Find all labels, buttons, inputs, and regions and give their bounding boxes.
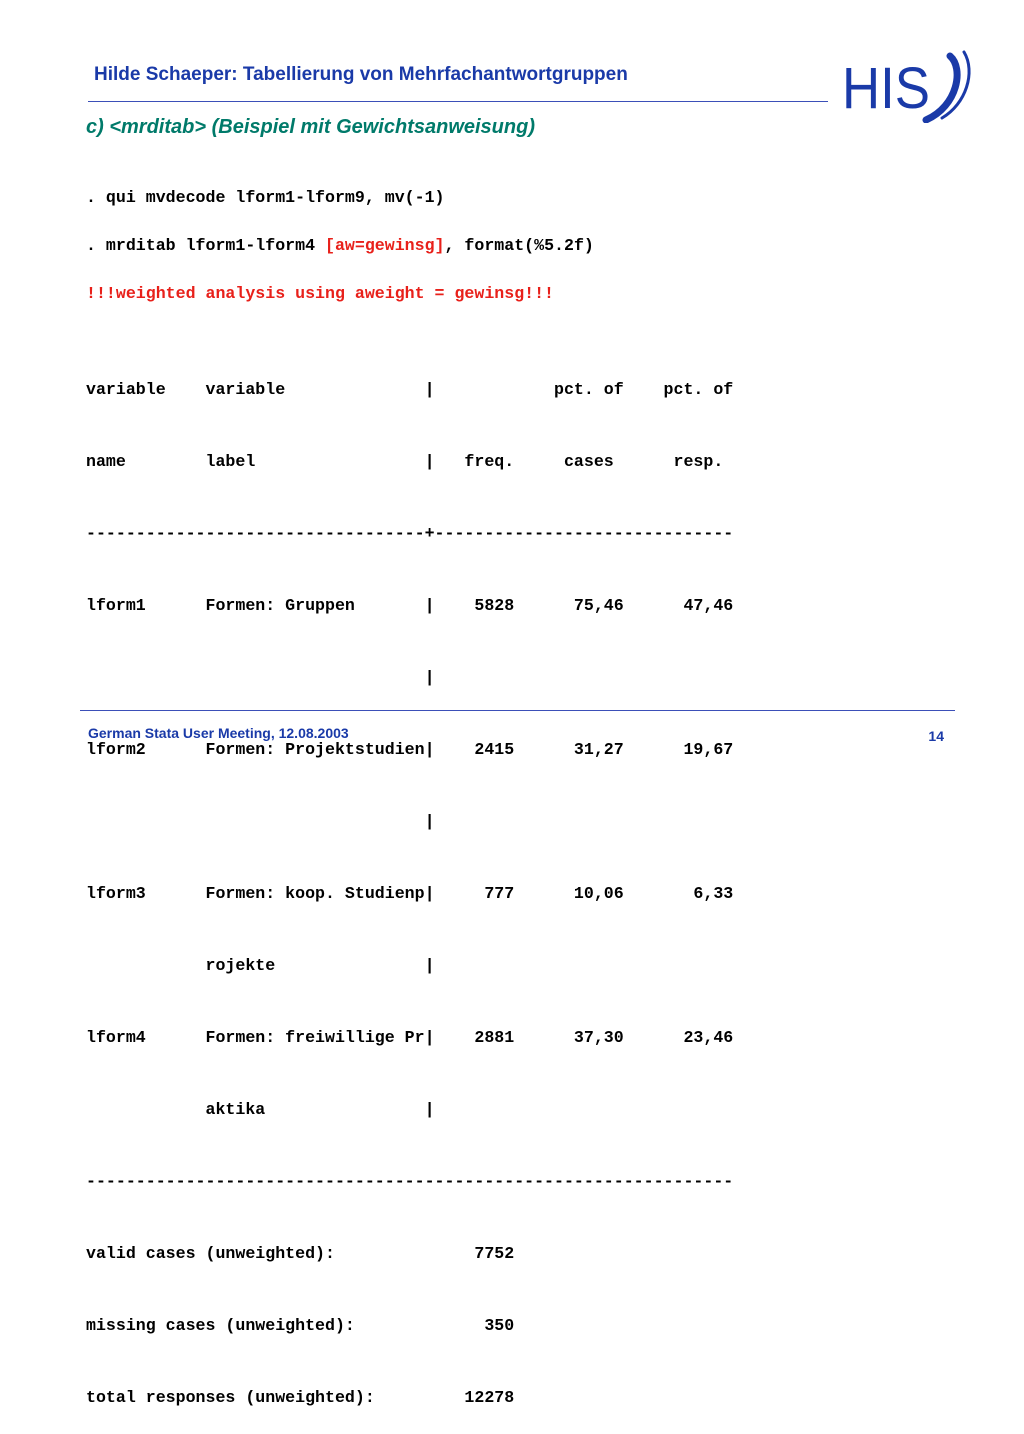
slide-subtitle: c) <mrditab> (Beispiel mit Gewichtsanweisung) [86,116,535,138]
footer-event: German Stata User Meeting, 12.08.2003 [88,725,349,741]
table-row: lform2 Formen: Projektstudien| 2415 31,27 19,67 [86,740,734,759]
command-mrditab-prefix: . mrditab lform1-lform4 [86,236,325,255]
page-number: 14 [928,728,944,744]
table-row: lform3 Formen: koop. Studienp| 777 10,06 6,33 [86,884,734,903]
summary-row: valid cases (unweighted): 7752 [86,1244,515,1263]
table-row: aktika | [86,1100,435,1119]
footer-divider [80,710,955,711]
table-row: rojekte | [86,956,435,975]
table-separator: ----------------------------------------------------------------- [86,1172,734,1191]
output-table [86,330,733,1434]
his-logo-text: HIS [842,56,930,121]
table-row: | [86,812,435,831]
summary-row: missing cases (unweighted): 350 [86,1316,515,1335]
command-mvdecode: . qui mvdecode lform1-lform9, mv(-1) [86,188,445,207]
table-row: lform4 Formen: freiwillige Pr| 2881 37,30 23,46 [86,1028,734,1047]
weighted-warning: !!!weighted analysis using aweight = gewinsg!!! [86,284,555,303]
command-mrditab-suffix: , format(%5.2f) [444,236,594,255]
command-mrditab [86,234,594,258]
table-row: | [86,668,435,687]
table-header-line: variable variable | pct. of pct. of [86,380,734,399]
header-title: Hilde Schaeper: Tabellierung von Mehrfachantwortgruppen [94,64,628,85]
table-row: lform1 Formen: Gruppen | 5828 75,46 47,46 [86,596,734,615]
weight-option: [aw=gewinsg] [325,236,445,255]
summary-row: total responses (unweighted): 12278 [86,1388,515,1407]
table-header-line: name label | freq. cases resp. [86,452,724,471]
his-logo [838,48,978,123]
header-divider [88,101,828,102]
table-header-separator: ----------------------------------+------------------------------ [86,524,734,543]
